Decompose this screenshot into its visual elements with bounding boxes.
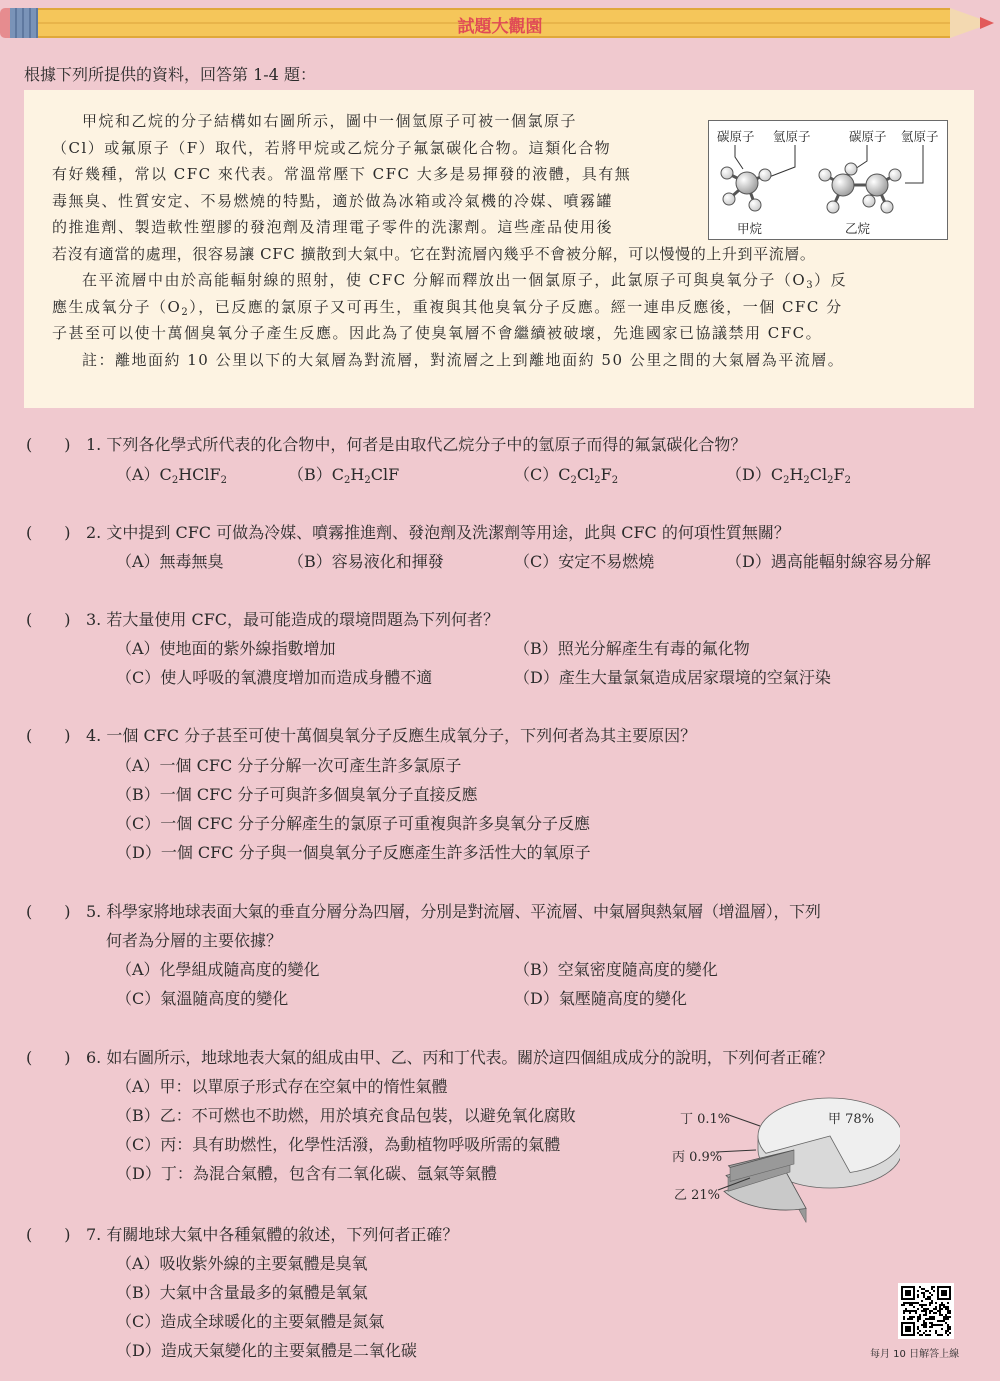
q1-option-c[interactable]: $(C)C_2Cl_2F_2$ (514, 465, 619, 486)
q7-option-c[interactable]: （C）造成全球暖化的主要氣體是氮氣 (116, 1312, 385, 1331)
passage-line: 有好幾種，常以 CFC 來代表。常溫常壓下 CFC 大多是易揮發的液體，具有無 (52, 165, 632, 183)
pie-label-bing: 丙 0.9% (672, 1150, 723, 1165)
q7-option-d[interactable]: （D）造成天氣變化的主要氣體是二氧化碳 (116, 1341, 417, 1360)
q1-option-a[interactable]: $(A)C_2HClF_2$ (116, 465, 227, 486)
q4-option-d[interactable]: （D）一個 CFC 分子與一個臭氧分子反應產生許多活性大的氧原子 (116, 843, 591, 862)
molecule-figure (708, 120, 948, 240)
molecule-diagram (709, 121, 949, 241)
q5-option-a[interactable]: （A）化學組成隨高度的變化 (116, 960, 320, 979)
qr-code-image (901, 1286, 951, 1336)
q2-option-b[interactable]: （B）容易液化和揮發 (288, 552, 444, 571)
q5-option-d[interactable]: （D）氣壓隨高度的變化 (514, 989, 687, 1008)
label-carbon-atom: 碳原子 (717, 129, 755, 144)
answer-bracket[interactable]: ( ) (26, 435, 71, 454)
q2-option-d[interactable]: （D）遇高能輻射線容易分解 (726, 552, 931, 571)
q4-option-b[interactable]: （B）一個 CFC 分子可與許多個臭氧分子直接反應 (116, 785, 478, 804)
methane-molecule (721, 167, 771, 211)
q7-option-b[interactable]: （B）大氣中含量最多的氣體是氧氣 (116, 1283, 368, 1302)
answer-bracket[interactable]: ( ) (26, 1225, 71, 1244)
q2-option-c[interactable]: （C）安定不易燃燒 (514, 552, 655, 571)
passage-line: 的推進劑、製造軟性塑膠的發泡劑及清理電子零件的洗潔劑。這些產品使用後 (52, 218, 614, 236)
q6-option-b[interactable]: （B）乙：不可燃也不助燃，用於填充食品包裝，以避免氧化腐敗 (116, 1106, 576, 1125)
answer-bracket[interactable]: ( ) (26, 610, 71, 629)
passage-line: 在平流層中由於高能輻射線的照射，使 CFC 分解而釋放出一個氯原子，此氯原子可與臭氧分子$(O_3)$反 (82, 271, 848, 291)
q6-option-c[interactable]: （C）丙：具有助燃性，化學性活潑，為動植物呼吸所需的氣體 (116, 1135, 561, 1154)
q4-option-c[interactable]: （C）一個 CFC 分子分解產生的氯原子可重複與許多臭氧分子反應 (116, 814, 591, 833)
passage-note: 註：離地面約 10 公里以下的大氣層為對流層，對流層之上到離地面約 50 公里之間的大氣層為平流層。 (82, 350, 845, 369)
q6-option-d[interactable]: （D）丁：為混合氣體，包含有二氧化碳、氬氣等氣體 (116, 1164, 497, 1183)
answer-bracket[interactable]: ( ) (26, 902, 71, 921)
passage-line: 毒無臭、性質安定、不易燃燒的特點，適於做為冰箱或冷氣機的冷媒、噴霧罐 (52, 191, 614, 210)
q3-option-b[interactable]: （B）照光分解產生有毒的氟化物 (514, 639, 750, 658)
qr-code[interactable] (898, 1283, 954, 1339)
passage-line: 應生成氧分子$(O_2)$，已反應的氯原子又可再生，重複與其他臭氧分子反應。經一連串反應後，一個 CFC 分 (52, 297, 843, 318)
q2-option-a[interactable]: （A）無毒無臭 (116, 552, 224, 571)
q1-option-d[interactable]: $(D)C_2H_2Cl_2F_2$ (726, 465, 851, 486)
q6-option-a[interactable]: （A）甲：以單原子形式存在空氣中的惰性氣體 (116, 1077, 448, 1096)
passage-line: 子甚至可以使十萬個臭氧分子產生反應。因此為了使臭氧層不會繼續被破壞，先進國家已協議禁用 CFC。 (52, 324, 823, 342)
passage-line: 甲烷和乙烷的分子結構如右圖所示，圖中一個氫原子可被一個氯原子 (82, 112, 578, 130)
label-methane: 甲烷 (737, 221, 763, 236)
label-hydrogen-atom: 氫原子 (901, 129, 939, 144)
passage-line: （Cl）或氟原子（F）取代，若將甲烷或乙烷分子氟氯碳化合物。這類化合物 (52, 138, 612, 157)
pie-label-ding: 丁 0.1% (680, 1112, 731, 1127)
q1-option-b[interactable]: $(B)C_2H_2ClF$ (288, 465, 400, 486)
q5-stem-continued: 何者為分層的主要依據？ (106, 931, 283, 950)
atmosphere-pie-chart (660, 1068, 900, 1228)
q7-option-a[interactable]: （A）吸收紫外線的主要氣體是臭氧 (116, 1254, 368, 1273)
ethane-molecule (819, 163, 901, 213)
pie-label-jia: 甲 78% (828, 1112, 875, 1127)
q3-option-c[interactable]: （C）使人呼吸的氧濃度增加而造成身體不適 (116, 668, 433, 687)
pie-label-yi: 乙 21% (674, 1188, 721, 1203)
answer-bracket[interactable]: ( ) (26, 1048, 71, 1067)
passage-line: 若沒有適當的處理，很容易讓 CFC 擴散到大氣中。它在對流層內幾乎不會被分解，可以慢慢的上升到平流層。 (52, 244, 816, 263)
answer-bracket[interactable]: ( ) (26, 726, 71, 745)
q3-option-a[interactable]: （A）使地面的紫外線指數增加 (116, 639, 336, 658)
q3-option-d[interactable]: （D）產生大量氯氣造成居家環境的空氣汙染 (514, 668, 831, 687)
label-hydrogen-atom: 氫原子 (773, 129, 811, 144)
page-title: 試題大觀園 (457, 17, 543, 37)
answer-bracket[interactable]: ( ) (26, 523, 71, 542)
label-ethane: 乙烷 (845, 221, 871, 236)
label-carbon-atom: 碳原子 (849, 129, 887, 144)
q4-option-a[interactable]: （A）一個 CFC 分子分解一次可產生許多氯原子 (116, 756, 462, 775)
q5-option-b[interactable]: （B）空氣密度隨高度的變化 (514, 960, 718, 979)
qr-caption: 每月 10 日解答上線 (870, 1349, 960, 1360)
q5-option-c[interactable]: （C）氣溫隨高度的變化 (116, 989, 289, 1008)
intro-text: 根據下列所提供的資料，回答第 1-4 題： (24, 65, 316, 84)
